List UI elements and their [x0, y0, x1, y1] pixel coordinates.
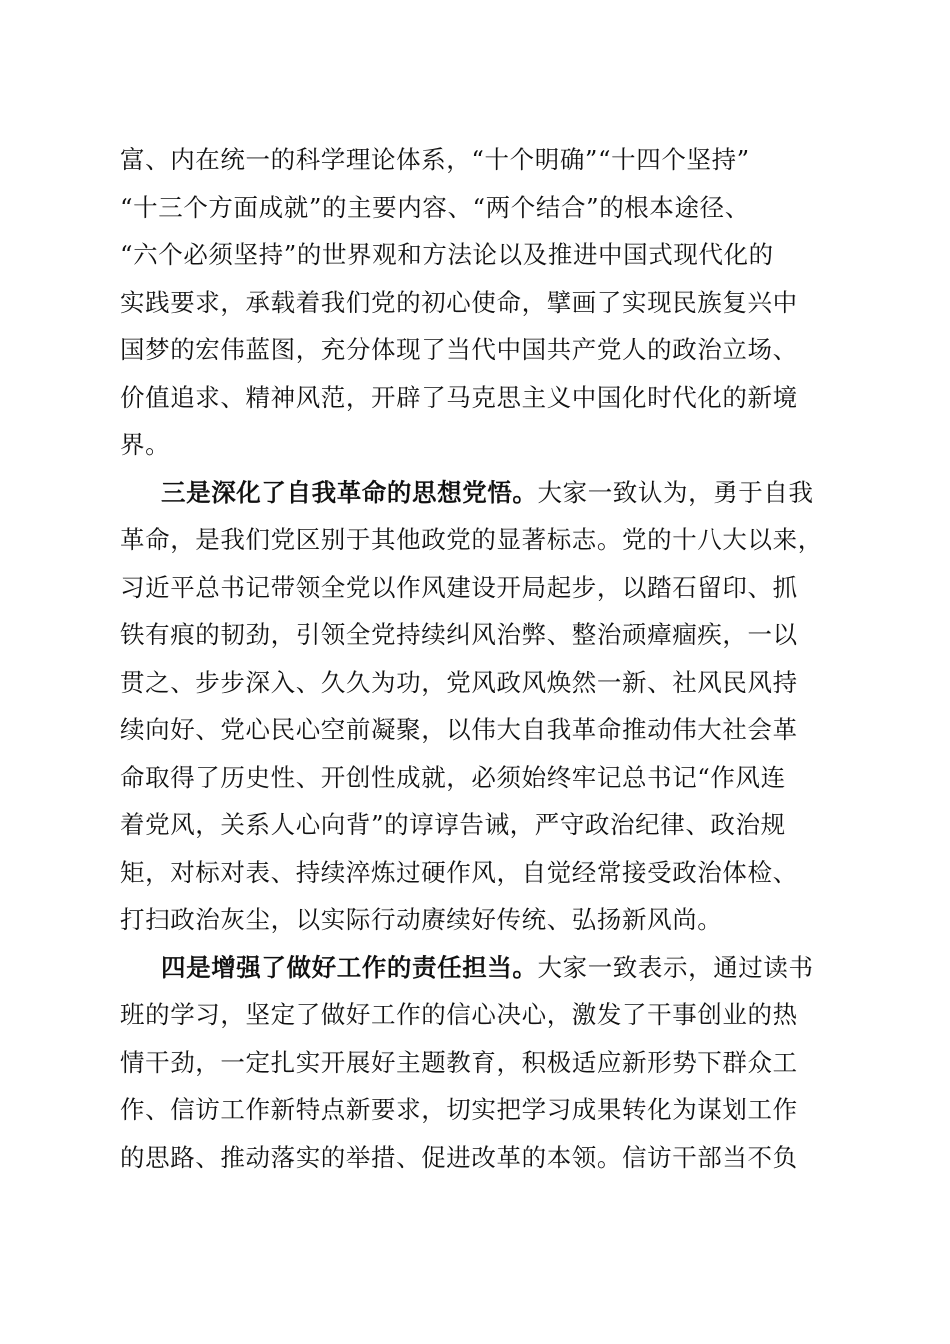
text-line: 着党风，关系人心向背”的谆谆告诫，严守政治纪律、政治规 — [120, 810, 786, 839]
text-line: 贯之、步步深入、久久为功，党风政风焕然一新、社风民风持 — [120, 667, 798, 697]
text-line: “六个必须坚持”的世界观和方法论以及推进中国式现代化的 — [120, 240, 774, 269]
paragraph-lead-heading: 三是深化了自我革命的思想党悟。 — [161, 477, 538, 507]
text-line: 矩，对标对表、持续淬炼过硬作风，自觉经常接受政治体检、 — [120, 857, 798, 887]
text-line: 铁有痕的韧劲，引领全党持续纠风治弊、整治顽瘴痼疾，一以 — [120, 620, 798, 649]
text-line: 国梦的宏伟蓝图，充分体现了当代中国共产党人的政治立场、 — [120, 335, 798, 364]
paragraph-first-line-text: 大家一致认为，勇于自我 — [537, 477, 814, 507]
paragraph-continued — [120, 136, 830, 469]
text-line: 情干劲，一定扎实开展好主题教育，积极适应新形势下群众工 — [120, 1047, 798, 1077]
text-line: 价值追求、精神风范，开辟了马克思主义中国化时代化的新境 — [120, 382, 798, 412]
paragraph-three — [120, 469, 830, 944]
paragraph-four — [120, 944, 830, 1182]
text-line: 习近平总书记带领全党以作风建设开局起步，以踏石留印、抓 — [120, 572, 798, 602]
text-line: 命取得了历史性、开创性成就，必须始终牢记总书记“作风连 — [120, 762, 786, 792]
paragraph-lead-heading: 四是增强了做好工作的责任担当。 — [161, 952, 538, 982]
text-line: 打扫政治灰尘，以实际行动赓续好传统、弘扬新风尚。 — [120, 905, 723, 934]
text-line: 界。 — [120, 430, 171, 459]
text-line: “十三个方面成就”的主要内容、“两个结合”的根本途径、 — [120, 192, 750, 222]
text-line: 班的学习，坚定了做好工作的信心决心，激发了干事创业的热 — [120, 1000, 798, 1029]
text-line: 革命，是我们党区别于其他政党的显著标志。党的十八大以来， — [120, 525, 823, 554]
document-body — [120, 136, 830, 1181]
text-line: 富、内在统一的科学理论体系，“十个明确”“十四个坚持” — [120, 145, 750, 174]
paragraph-first-line — [120, 944, 830, 992]
text-line: 的思路、推动落实的举措、促进改革的本领。信访干部当不负 — [120, 1142, 798, 1172]
text-line: 实践要求，承载着我们党的初心使命，擘画了实现民族复兴中 — [120, 287, 798, 317]
paragraph-first-line-text: 大家一致表示，通过读书 — [537, 952, 814, 982]
paragraph-first-line — [120, 469, 830, 517]
text-line: 作、信访工作新特点新要求，切实把学习成果转化为谋划工作 — [120, 1095, 798, 1124]
text-line: 续向好、党心民心空前凝聚，以伟大自我革命推动伟大社会革 — [120, 715, 798, 744]
